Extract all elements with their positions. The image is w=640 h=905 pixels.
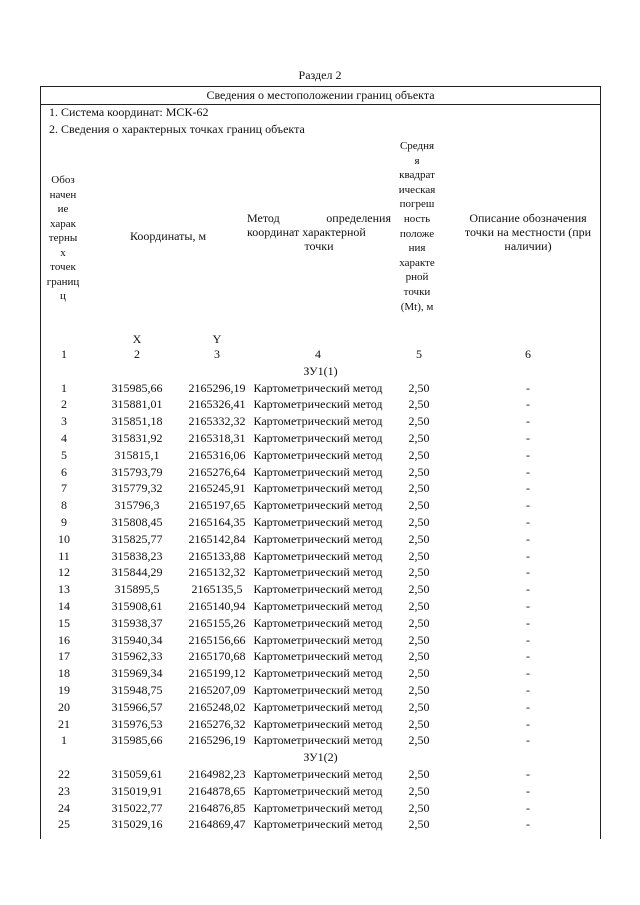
cell-method: Картометрический метод <box>253 447 383 462</box>
cell-point-number: 17 <box>58 649 70 664</box>
cell-point-number: 12 <box>58 565 70 580</box>
cell-method: 4 <box>315 347 321 361</box>
cell-y-coord: 3 <box>214 347 220 361</box>
cell-y-coord: 2165199,12 <box>188 666 246 681</box>
cell-point-number: 7 <box>61 481 67 496</box>
cell-description: - <box>526 683 530 697</box>
cell-description: - <box>526 800 530 815</box>
cell-x-coord: 315969,34 <box>111 666 163 681</box>
cell-accuracy: 2,50 <box>408 447 430 462</box>
cell-point-number: 22 <box>58 767 70 781</box>
cell-method: Картометрический метод <box>253 431 383 445</box>
table-row <box>41 564 600 581</box>
cell-x-coord: 315838,23 <box>111 548 163 563</box>
cell-description: - <box>526 464 530 479</box>
cell-accuracy: 5 <box>416 347 422 361</box>
table-row <box>41 816 600 833</box>
cell-x-coord: 315962,33 <box>111 649 163 664</box>
cell-point-number: 11 <box>58 548 70 563</box>
table-row <box>41 648 600 665</box>
cell-x-coord: 315908,61 <box>111 599 163 613</box>
header-method-word1: Метод <box>247 211 280 225</box>
cell-y-coord: 2165276,32 <box>188 716 246 731</box>
cell-x-coord: 315881,01 <box>111 397 163 412</box>
cell-description: - <box>526 397 530 412</box>
cell-point-number: 23 <box>58 783 70 798</box>
cell-point-number: 8 <box>61 498 67 513</box>
cell-method: Картометрический метод <box>253 615 383 630</box>
cell-y-coord: 2164869,47 <box>188 817 246 832</box>
cell-y-coord: 2164876,85 <box>188 800 246 815</box>
header-point-designation-line: ц <box>60 290 66 302</box>
header-accuracy <box>393 139 441 314</box>
cell-method: Картометрический метод <box>253 683 383 697</box>
cell-x-coord: 315793,79 <box>111 464 163 479</box>
cell-point-number: 4 <box>61 431 67 445</box>
table-row <box>41 531 600 548</box>
table-row <box>41 716 600 733</box>
table-row <box>41 380 600 397</box>
header-accuracy-line: ическая <box>398 183 436 196</box>
coord-system-line: 1. Система координат: МСК-62 <box>49 105 209 119</box>
table-row <box>41 699 600 716</box>
cell-point-number: 5 <box>61 447 67 462</box>
header-point-designation <box>45 173 81 304</box>
cell-point-number: 16 <box>58 632 70 647</box>
header-description <box>453 211 603 253</box>
section-title: Раздел 2 <box>298 68 342 82</box>
cell-accuracy: 2,50 <box>408 481 430 496</box>
cell-y-coord: 2165318,31 <box>188 431 246 445</box>
cell-point-number: 9 <box>61 515 67 529</box>
cell-point-number: 1 <box>61 733 67 748</box>
cell-description: - <box>526 582 530 597</box>
cell-x-coord: 315825,77 <box>111 531 163 546</box>
cell-description: - <box>526 599 530 613</box>
header-accuracy-line: точки <box>403 285 431 298</box>
cell-accuracy: 2,50 <box>408 783 430 798</box>
cell-method: Картометрический метод <box>253 397 383 412</box>
cell-x-coord: 315895,5 <box>114 582 160 597</box>
cell-description: - <box>526 699 530 714</box>
cell-y-coord: 2165332,32 <box>188 414 246 429</box>
table-row <box>41 447 600 464</box>
table-row <box>41 665 600 682</box>
cell-x-coord: 2 <box>134 347 140 361</box>
cell-y-coord: 2165132,32 <box>188 565 246 580</box>
cell-accuracy: 2,50 <box>408 414 430 429</box>
header-accuracy-line: Средня <box>399 140 435 152</box>
cell-accuracy: 2,50 <box>408 380 430 395</box>
cell-accuracy: 2,50 <box>408 666 430 681</box>
cell-y-coord: 2165316,06 <box>188 447 246 462</box>
table-row <box>41 581 600 598</box>
cell-method: Картометрический метод <box>253 548 383 563</box>
header-point-designation-line: харак <box>50 217 76 230</box>
group-heading: ЗУ1(1) <box>303 363 338 378</box>
cell-method: Картометрический метод <box>253 498 383 513</box>
cell-accuracy: 2,50 <box>408 582 430 597</box>
cell-description: - <box>526 716 530 731</box>
cell-point-number: 24 <box>58 800 70 815</box>
cell-description: - <box>526 733 530 748</box>
cell-method: Картометрический метод <box>253 767 383 781</box>
header-method-word2: определения <box>326 211 391 225</box>
cell-point-number: 13 <box>58 582 70 597</box>
cell-method: Картометрический метод <box>253 632 383 647</box>
cell-x-coord: 315976,53 <box>111 716 163 731</box>
cell-description: - <box>526 565 530 580</box>
cell-method: Картометрический метод <box>253 666 383 681</box>
cell-accuracy: 2,50 <box>408 716 430 731</box>
cell-accuracy: 2,50 <box>408 615 430 630</box>
header-accuracy-line: (Mt), м <box>400 300 434 313</box>
cell-description: - <box>526 783 530 798</box>
cell-x-coord: 315940,34 <box>111 632 163 647</box>
boundary-table <box>40 86 601 839</box>
cell-accuracy: 2,50 <box>408 498 430 513</box>
cell-y-coord: 2165140,94 <box>188 599 246 613</box>
table-row <box>41 413 600 430</box>
cell-y-coord: 2165296,19 <box>188 733 246 748</box>
cell-description: 6 <box>525 347 531 361</box>
cell-method: Картометрический метод <box>253 800 383 815</box>
cell-accuracy: 2,50 <box>408 464 430 479</box>
cell-description: - <box>526 380 530 395</box>
cell-y-coord: 2165276,64 <box>188 464 246 479</box>
cell-x-coord: 315808,45 <box>111 515 163 529</box>
cell-description: - <box>526 481 530 496</box>
table-row <box>41 548 600 565</box>
header-point-designation-line: границ <box>46 275 80 288</box>
header-method <box>247 211 391 253</box>
cell-y-coord: 2165133,88 <box>188 548 246 563</box>
cell-x-coord: 315938,37 <box>111 615 163 630</box>
cell-x-coord: 315019,91 <box>111 783 163 798</box>
cell-x-coord: 315779,32 <box>111 481 163 496</box>
header-method-line2: координат характерной <box>247 225 366 239</box>
cell-y-coord: 2165207,09 <box>188 683 246 697</box>
cell-accuracy: 2,50 <box>408 431 430 445</box>
header-point-designation-line: начен <box>49 188 77 201</box>
table-row <box>41 682 600 699</box>
cell-accuracy: 2,50 <box>408 531 430 546</box>
header-accuracy-line: погреш <box>399 198 435 211</box>
cell-x-coord: 315985,66 <box>111 733 163 748</box>
cell-y-coord: 2164878,65 <box>188 783 246 798</box>
cell-y-coord: 2165155,26 <box>188 615 246 630</box>
cell-description: - <box>526 431 530 445</box>
header-accuracy-line: я <box>414 154 420 167</box>
cell-description: - <box>526 447 530 462</box>
cell-accuracy: 2,50 <box>408 565 430 580</box>
cell-x-coord: 315985,66 <box>111 380 163 395</box>
cell-accuracy: 2,50 <box>408 548 430 563</box>
cell-x-coord: 315831,92 <box>111 431 163 445</box>
cell-method: Картометрический метод <box>253 531 383 546</box>
cell-description: - <box>526 531 530 546</box>
cell-method: Картометрический метод <box>253 380 383 395</box>
header-accuracy-line: положе <box>399 227 435 240</box>
table-row <box>41 783 600 800</box>
cell-method: Картометрический метод <box>253 817 383 832</box>
cell-y-coord: 2165170,68 <box>188 649 246 664</box>
table-row <box>41 497 600 514</box>
cell-point-number: 3 <box>61 414 67 429</box>
cell-accuracy: 2,50 <box>408 515 430 529</box>
header-point-designation-line: ие <box>57 203 69 215</box>
cell-point-number: 6 <box>61 464 67 479</box>
cell-x-coord: 315815,1 <box>114 447 160 462</box>
cell-accuracy: 2,50 <box>408 649 430 664</box>
cell-accuracy: 2,50 <box>408 767 430 781</box>
points-info-line: 2. Сведения о характерных точках границ объекта <box>49 122 305 136</box>
cell-method: Картометрический метод <box>253 515 383 529</box>
cell-point-number: 18 <box>58 666 70 681</box>
cell-point-number: 10 <box>58 531 70 546</box>
cell-y-coord: 2165164,35 <box>188 515 246 529</box>
header-point-designation-line: терны <box>48 232 78 244</box>
cell-description: - <box>526 767 530 781</box>
cell-method: Картометрический метод <box>253 582 383 597</box>
cell-method: Картометрический метод <box>253 783 383 798</box>
cell-point-number: 1 <box>61 347 67 361</box>
table-row <box>41 732 600 749</box>
header-accuracy-line: ность <box>403 212 431 225</box>
cell-method: Картометрический метод <box>253 481 383 496</box>
cell-description: - <box>526 498 530 513</box>
header-description-line1: Описание обозначения <box>469 211 587 225</box>
cell-y-coord: 2165142,84 <box>188 531 246 546</box>
cell-x-coord: 315029,16 <box>111 817 163 832</box>
table-row <box>41 766 600 783</box>
cell-method: Картометрический метод <box>253 464 383 479</box>
cell-y-coord: 2165156,66 <box>188 632 246 647</box>
cell-point-number: 2 <box>61 397 67 412</box>
header-method-line3: точки <box>304 239 334 253</box>
cell-accuracy: 2,50 <box>408 683 430 697</box>
cell-accuracy: 2,50 <box>408 699 430 714</box>
header-point-designation-line: точек <box>50 261 76 273</box>
cell-point-number: 25 <box>58 817 70 832</box>
cell-x-coord: 315948,75 <box>111 683 163 697</box>
header-point-designation-line: х <box>60 246 66 259</box>
cell-method: Картометрический метод <box>253 414 383 429</box>
cell-method: Картометрический метод <box>253 565 383 580</box>
cell-y-coord: 2165135,5 <box>191 582 243 597</box>
header-description-line3: наличии) <box>504 239 552 253</box>
cell-y-coord: 2165245,91 <box>188 481 246 496</box>
cell-point-number: 15 <box>58 615 70 630</box>
header-accuracy-line: ния <box>408 242 426 255</box>
cell-description: - <box>526 414 530 429</box>
cell-description: - <box>526 515 530 529</box>
cell-x-coord: 315851,18 <box>111 414 163 429</box>
header-accuracy-line: квадрат <box>399 169 435 182</box>
cell-accuracy: 2,50 <box>408 397 430 412</box>
cell-point-number: 21 <box>58 716 70 731</box>
table-row <box>41 430 600 447</box>
table-row <box>41 514 600 531</box>
cell-method: Картометрический метод <box>253 733 383 748</box>
cell-y-coord: 2165197,65 <box>188 498 246 513</box>
cell-method: Картометрический метод <box>253 699 383 714</box>
cell-accuracy: 2,50 <box>408 599 430 613</box>
cell-accuracy: 2,50 <box>408 632 430 647</box>
cell-y-coord: 2165326,41 <box>188 397 246 412</box>
cell-x-coord: 315796,3 <box>114 498 160 513</box>
table-title: Сведения о местоположении границ объекта <box>41 87 600 105</box>
cell-description: - <box>526 548 530 563</box>
cell-y-coord: 2164982,23 <box>188 767 246 781</box>
cell-description: - <box>526 649 530 664</box>
cell-description: - <box>526 817 530 832</box>
cell-accuracy: 2,50 <box>408 800 430 815</box>
cell-point-number: 14 <box>58 599 70 613</box>
cell-description: - <box>526 615 530 630</box>
table-row <box>41 632 600 649</box>
header-description-line2: точки на местности (при <box>464 225 592 239</box>
cell-x-coord: 315059,61 <box>111 767 163 781</box>
cell-x-coord: 315844,29 <box>111 565 163 580</box>
table-row <box>41 480 600 497</box>
cell-point-number: 19 <box>58 683 70 697</box>
cell-description: - <box>526 666 530 681</box>
cell-x-coord: 315022,77 <box>111 800 163 815</box>
table-row <box>41 598 600 615</box>
group-heading: ЗУ1(2) <box>303 750 338 765</box>
header-point-designation-line: Обоз <box>51 174 75 186</box>
header-accuracy-line: характе <box>399 256 435 269</box>
table-row <box>41 615 600 632</box>
cell-method: Картометрический метод <box>253 649 383 664</box>
cell-y-coord: 2165296,19 <box>188 380 246 395</box>
header-accuracy-line: рной <box>405 271 429 284</box>
cell-y-coord: 2165248,02 <box>188 699 246 714</box>
cell-method: Картометрический метод <box>253 716 383 731</box>
column-numbers-row <box>41 346 600 363</box>
cell-x-coord: 315966,57 <box>111 699 163 714</box>
cell-point-number: 1 <box>61 380 67 395</box>
cell-description: - <box>526 632 530 647</box>
header-x-label: X <box>132 332 142 346</box>
cell-accuracy: 2,50 <box>408 817 430 832</box>
header-y-label: Y <box>212 332 222 346</box>
header-coordinates: Координаты, м <box>129 229 207 243</box>
table-row <box>41 396 600 413</box>
table-row <box>41 464 600 481</box>
cell-accuracy: 2,50 <box>408 733 430 748</box>
cell-method: Картометрический метод <box>253 599 383 613</box>
cell-point-number: 20 <box>58 699 70 714</box>
table-row <box>41 800 600 817</box>
